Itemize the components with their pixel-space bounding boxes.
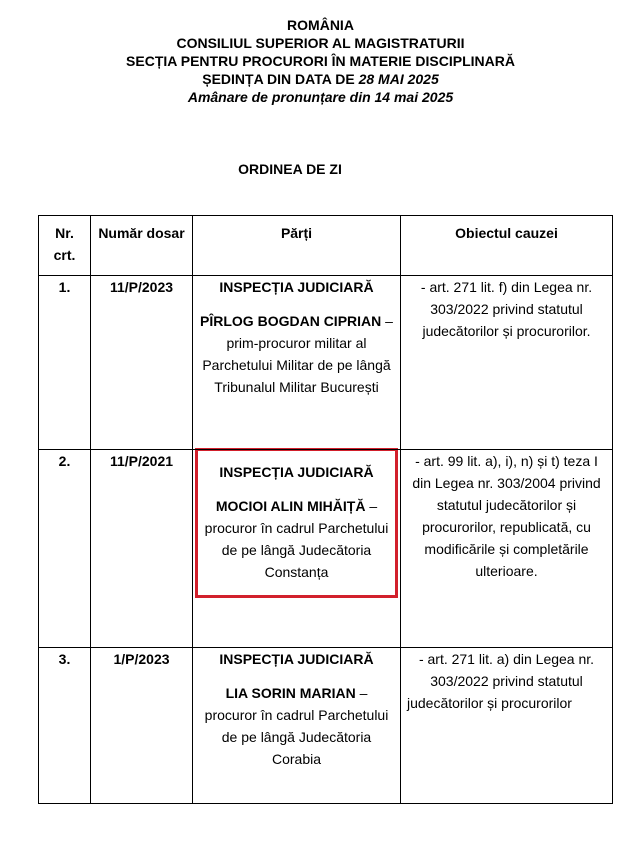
table-row (39, 276, 613, 450)
postponed-line: Amânare de pronunțare din 14 mai 2025 (187, 89, 454, 105)
row-obiect: - art. 271 lit. f) din Legea nr. 303/2022 privind statutul judecătorilor și procurorilor. (401, 276, 613, 450)
header-parti: Părți (193, 216, 401, 276)
party-plaintiff: INSPECȚIA JUDICIARĂ (219, 279, 374, 295)
party-defendant-desc: – procuror în cadrul Parchetului de pe lângă Judecătoria Constanța (204, 498, 389, 580)
header-obiect: Obiectul cauzei (401, 216, 613, 276)
session-line (0, 70, 641, 88)
row-obiect: - art. 99 lit. a), i), n) și t) teza I din Legea nr. 303/2004 privind statutul judecătorilor și procurorilor, republicată, cu modificările și completările ulterioare. (401, 450, 613, 648)
row-dosar: 11/P/2023 (91, 276, 193, 450)
table-row (39, 450, 613, 648)
table-header-row (39, 216, 613, 276)
document-header (0, 16, 641, 106)
agenda-table (38, 215, 613, 804)
section-line: SECȚIA PENTRU PROCURORI ÎN MATERIE DISCIPLINARĂ (126, 53, 515, 69)
session-prefix: ȘEDINȚA DIN DATA DE (202, 71, 359, 87)
row-parti (193, 276, 401, 450)
header-dosar: Număr dosar (91, 216, 193, 276)
row-obiect: - art. 271 lit. a) din Legea nr. 303/2022 privind statutul judecătorilor și procurorilor (401, 648, 613, 804)
row-parti (193, 450, 401, 648)
table-row (39, 648, 613, 804)
party-defendant-desc: – prim-procuror militar al Parchetului Militar de pe lângă Tribunalul Militar București (202, 313, 393, 395)
highlight-box (195, 448, 398, 598)
row-parti (193, 648, 401, 804)
header-nr: Nr. crt. (39, 216, 91, 276)
row-nr: 3. (39, 648, 91, 804)
row-nr: 2. (39, 450, 91, 648)
row-nr: 1. (39, 276, 91, 450)
party-defendant-desc: – procuror în cadrul Parchetului de pe lângă Judecătoria Corabia (204, 685, 389, 767)
party-defendant-name: LIA SORIN MARIAN (225, 685, 356, 701)
party-plaintiff: INSPECȚIA JUDICIARĂ (219, 464, 374, 480)
session-date: 28 MAI 2025 (358, 71, 439, 87)
party-defendant-name: MOCIOI ALIN MIHĂIȚĂ (215, 498, 366, 514)
country-line: ROMÂNIA (287, 17, 354, 33)
party-defendant-name: PÎRLOG BOGDAN CIPRIAN (200, 313, 382, 329)
agenda-title: ORDINEA DE ZI (238, 161, 342, 177)
party-plaintiff: INSPECȚIA JUDICIARĂ (219, 651, 374, 667)
row-dosar: 1/P/2023 (91, 648, 193, 804)
row-dosar: 11/P/2021 (91, 450, 193, 648)
institution-line: CONSILIUL SUPERIOR AL MAGISTRATURII (176, 35, 465, 51)
